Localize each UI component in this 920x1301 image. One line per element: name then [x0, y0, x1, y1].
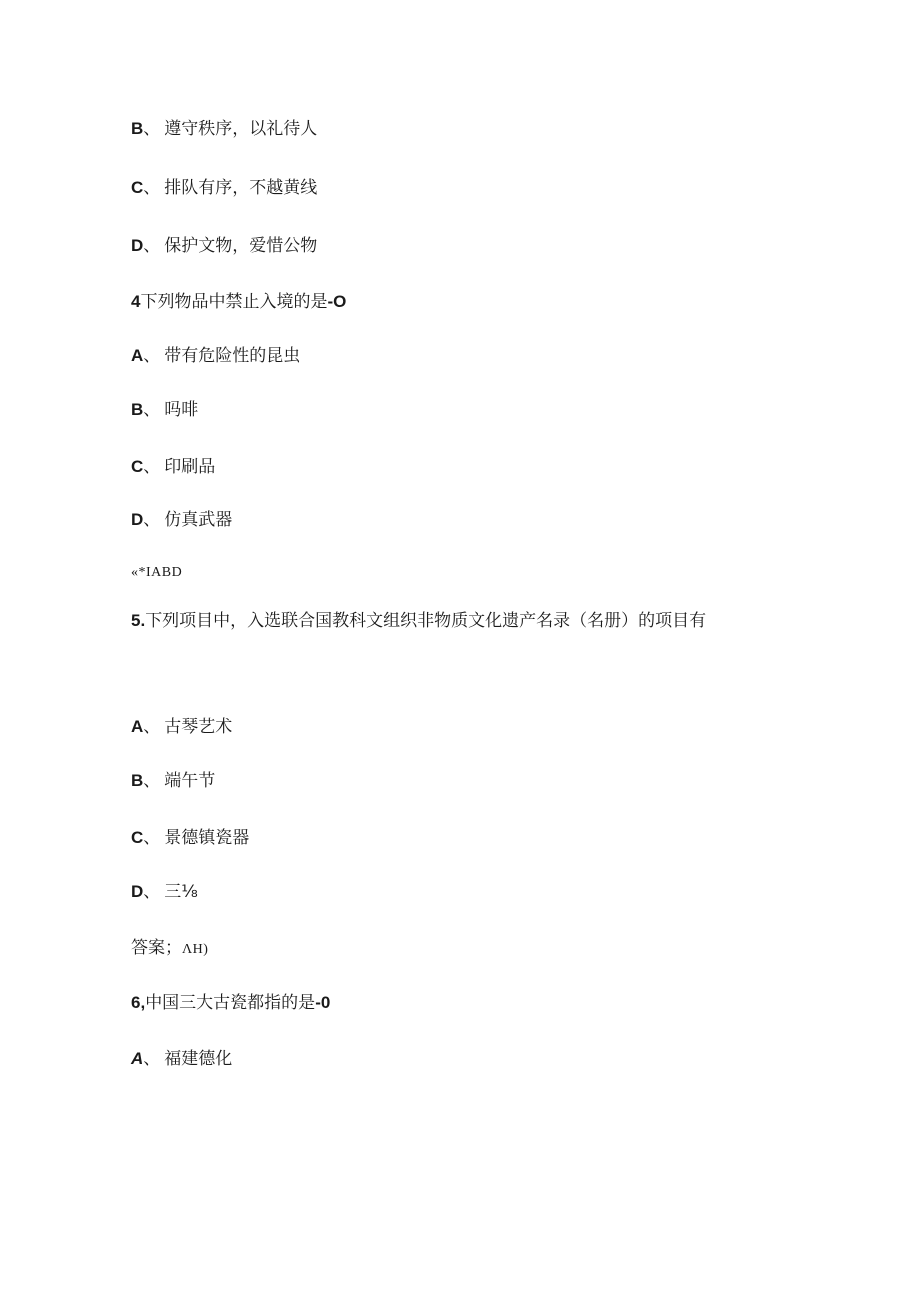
answer-text: ΛH)	[182, 942, 209, 957]
option-text: 遵守秩序，以礼待人	[164, 119, 318, 139]
question-text: 下列项目中，入选联合国教科文组织非物质文化遗产名录（名册）的项目有	[145, 611, 707, 631]
question-5	[131, 610, 706, 632]
option-text: 保护文物，爱惜公物	[164, 236, 318, 256]
option-b-q4	[131, 399, 198, 421]
question-6	[131, 992, 330, 1014]
option-separator: 、	[143, 510, 161, 530]
option-letter: A	[131, 346, 144, 365]
option-separator: 、	[143, 178, 161, 198]
option-letter: D	[131, 236, 144, 255]
option-letter: B	[131, 119, 144, 138]
question-tail: -0	[315, 993, 331, 1012]
option-separator: 、	[143, 119, 161, 139]
option-a-q4	[131, 345, 300, 367]
option-separator: 、	[143, 400, 161, 420]
option-d-q3	[131, 235, 317, 257]
option-separator: 、	[143, 717, 161, 737]
question-tail: -O	[327, 292, 347, 311]
question-number: 5.	[131, 611, 146, 630]
option-letter: C	[131, 828, 144, 847]
option-text: 印刷品	[164, 457, 216, 477]
option-d-q4	[131, 509, 232, 531]
option-separator: 、	[143, 828, 161, 848]
question-text: 下列物品中禁止入境的是	[140, 292, 328, 312]
option-a-q6	[131, 1048, 232, 1070]
option-c-q4	[131, 456, 215, 478]
option-letter: A	[131, 1049, 144, 1068]
option-letter: A	[131, 717, 144, 736]
option-b-q3	[131, 118, 317, 140]
option-c-q5	[131, 827, 249, 849]
option-text: 吗啡	[164, 400, 199, 420]
option-text: 古琴艺术	[164, 717, 233, 737]
option-text: 排队有序，不越黄线	[164, 178, 318, 198]
option-separator: 、	[143, 457, 161, 477]
answer-q5	[131, 937, 208, 961]
option-letter: B	[131, 771, 144, 790]
option-letter: B	[131, 400, 144, 419]
option-letter: D	[131, 882, 144, 901]
option-separator: 、	[143, 1049, 161, 1069]
option-text: 三⅛	[164, 882, 198, 902]
question-number: 4	[131, 292, 141, 311]
option-letter: D	[131, 510, 144, 529]
option-separator: 、	[143, 771, 161, 791]
question-text: 中国三大古瓷都指的是	[145, 993, 316, 1013]
question-number: 6,	[131, 993, 146, 1012]
option-separator: 、	[143, 236, 161, 256]
option-text: 仿真武器	[164, 510, 233, 530]
option-text: 景德镇瓷器	[164, 828, 250, 848]
option-a-q5	[131, 716, 232, 738]
option-text: 带有危险性的昆虫	[164, 346, 301, 366]
option-letter: C	[131, 457, 144, 476]
question-4	[131, 291, 346, 313]
option-c-q3	[131, 177, 317, 199]
answer-prefix: 答案；	[131, 938, 182, 958]
option-separator: 、	[143, 346, 161, 366]
option-d-q5	[131, 881, 198, 903]
option-letter: C	[131, 178, 144, 197]
option-b-q5	[131, 770, 215, 792]
option-separator: 、	[143, 882, 161, 902]
answer-q4: «*IABD	[131, 565, 183, 580]
option-text: 福建德化	[164, 1049, 233, 1069]
option-text: 端午节	[164, 771, 216, 791]
